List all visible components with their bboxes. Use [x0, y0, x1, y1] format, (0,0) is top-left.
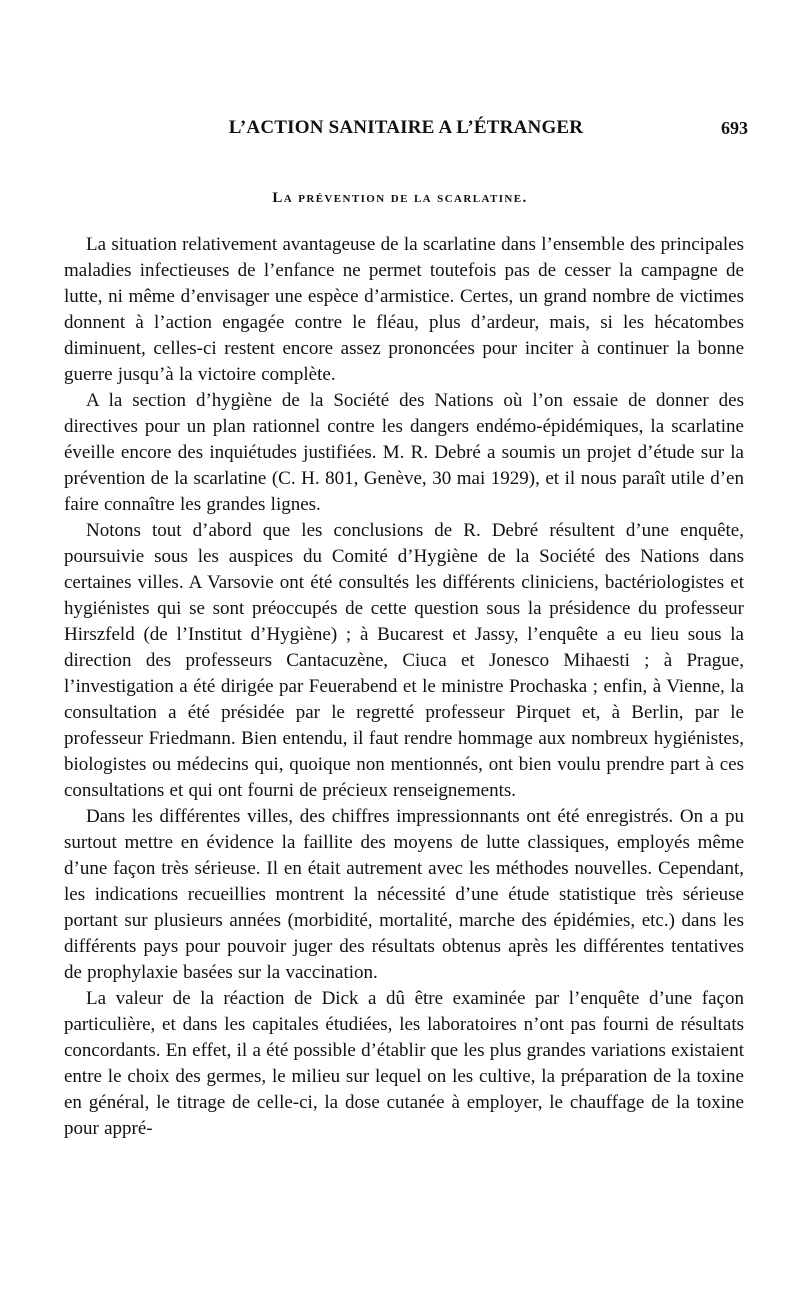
body-text: [64, 232, 744, 1142]
section-title: La prévention de la scarlatine.: [272, 190, 528, 206]
page-number: 693: [721, 118, 748, 138]
paragraph: Dans les différentes villes, des chiffres impressionnants ont été enregistrés. On a pu surtout mettre en évidence la faillite des moyens de lutte classiques, employés même d’une façon très sérieuse. Il en était autrement avec les méthodes nouvelles. Cependant, les indications recueillies montrent la nécessité d’une étude statistique très sérieuse portant sur plusieurs années (morbidité, mortalité, marche des épidémies, etc.) dans les différents pays pour pouvoir juger des résultats obtenus après les différentes tentatives de prophylaxie basées sur la vaccination.: [64, 806, 744, 983]
paragraph: Notons tout d’abord que les conclusions de R. Debré résultent d’une enquête, poursuivie sous les auspices du Comité d’Hygiène de la Société des Nations dans certaines villes. A Varsovie ont été consultés les différents cliniciens, bactériologistes et hygiénistes qui se sont préoccupés de cette question sous la présidence du professeur Hirszfeld (de l’Institut d’Hygiène) ; à Bucarest et Jassy, l’enquête a eu lieu sous la direction des professeurs Cantacuzène, Ciuca et Jonesco Mihaesti ; à Prague, l’investigation a été dirigée par Feuerabend et le ministre Prochaska ; enfin, à Vienne, la consultation a été présidée par le regretté professeur Pirquet et, à Berlin, par le professeur Friedmann. Bien entendu, il faut rendre hommage aux nombreux hygiénistes, biologistes ou médecins qui, quoique non mentionnés, ont bien voulu prendre part à ces consultations et qui ont fourni de précieux renseignements.: [64, 520, 744, 801]
running-head: [64, 114, 748, 142]
paragraph: A la section d’hygiène de la Société des Nations où l’on essaie de donner des directives pour un plan rationnel contre les dangers endémo-épidémiques, la scarlatine éveille encore des inquiétudes justifiées. M. R. Debré a soumis un projet d’étude sur la prévention de la scarlatine (C. H. 801, Genève, 30 mai 1929), et il nous paraît utile d’en faire connaître les grandes lignes.: [64, 390, 744, 515]
paragraph: La valeur de la réaction de Dick a dû être examinée par l’enquête d’une façon particulière, et dans les capitales étudiées, les laboratoires n’ont pas fourni de résultats concordants. En effet, il a été possible d’établir que les plus grandes variations existaient entre le choix des germes, le milieu sur lequel on les cultive, la préparation de la toxine en général, le titrage de celle-ci, la dose cutanée à employer, le chauffage de la toxine pour appré-: [64, 988, 744, 1139]
running-title: L’ACTION SANITAIRE A L’ÉTRANGER: [228, 117, 584, 138]
paragraph: La situation relativement avantageuse de la scarlatine dans l’ensemble des principales maladies infectieuses de l’enfance ne permet toutefois pas de cesser la campagne de lutte, ni même d’envisager une espèce d’armistice. Certes, un grand nombre de victimes donnent à l’action engagée contre le fléau, plus d’ardeur, mais, si les hécatombes diminuent, celles-ci restent encore assez prononcées pour inciter à continuer la bonne guerre jusqu’à la victoire complète.: [64, 234, 744, 385]
